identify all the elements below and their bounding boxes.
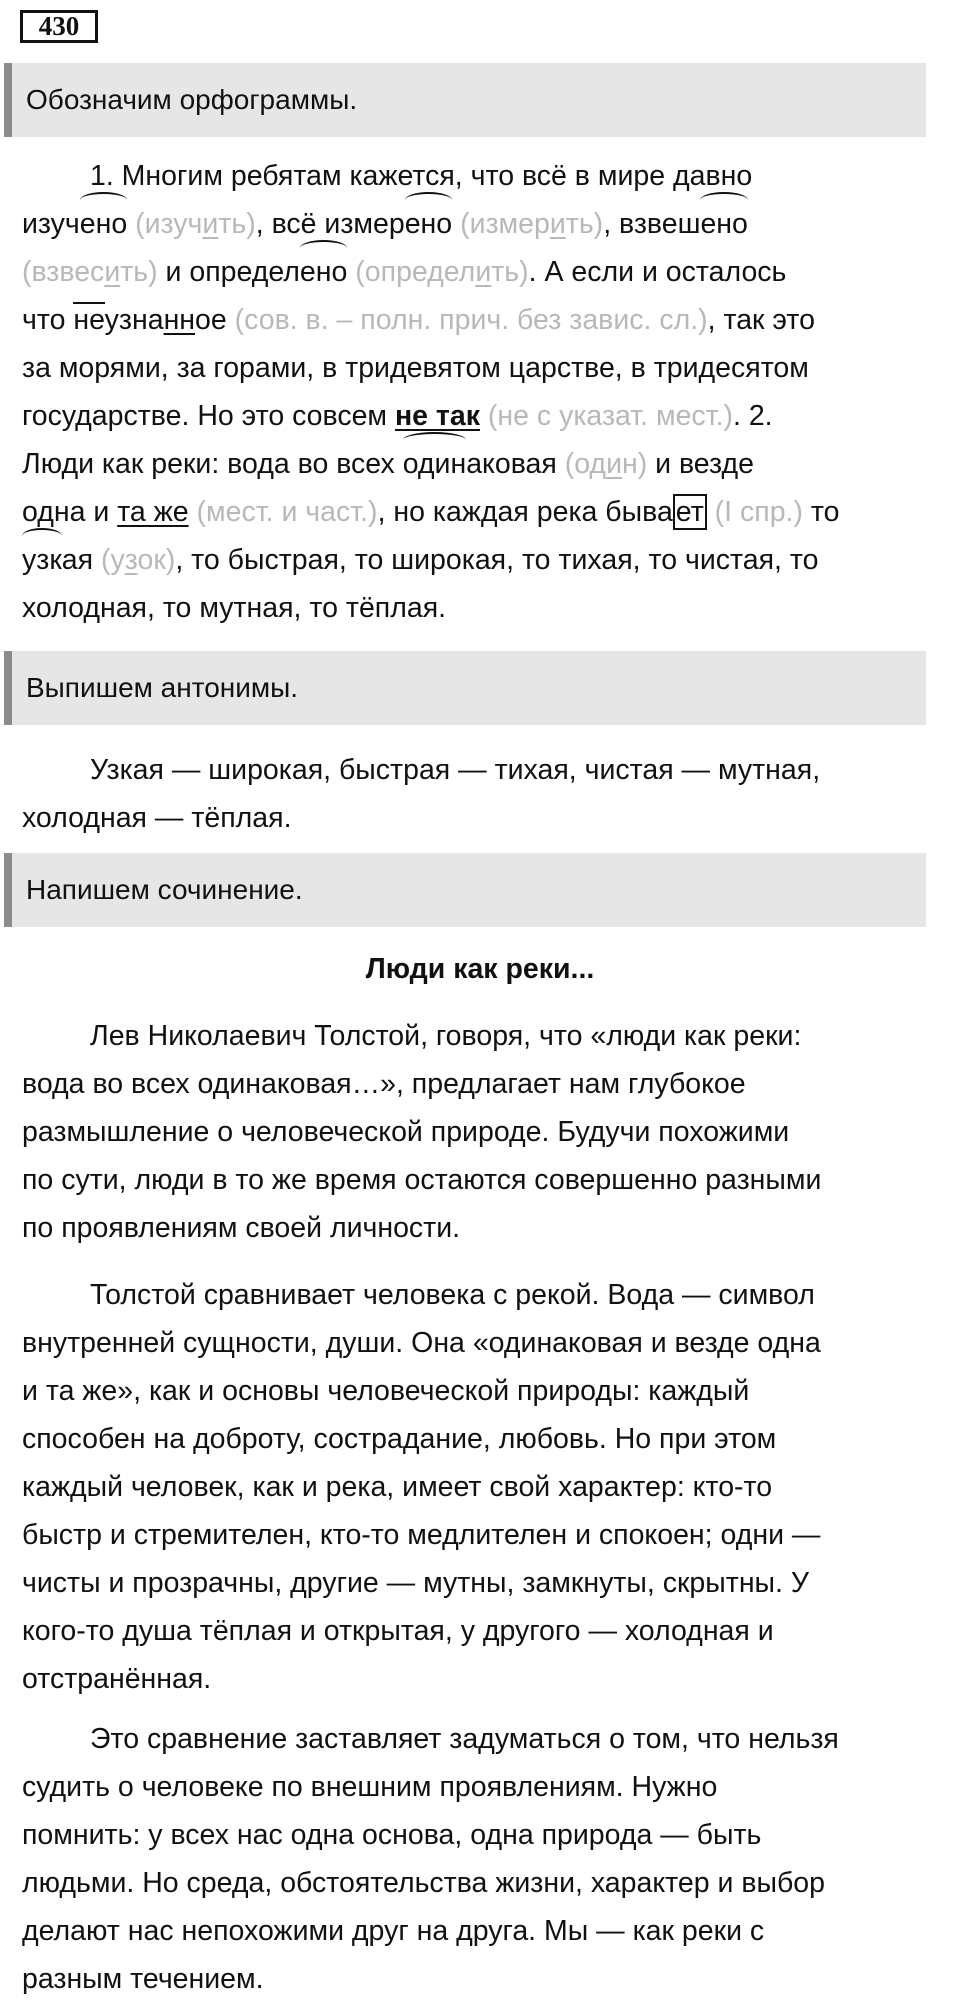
analysis-line [22,440,942,488]
hint-text: (I спр.) [706,496,803,528]
analysis-line: за морями, за горами, в тридевятом царстве, в тридесятом [22,352,809,384]
analysis-line [22,248,942,296]
essay-line: Толстой сравнивает человека с рекой. Вода — символ [90,1279,815,1311]
text-fragment: ая [61,544,94,576]
section-header-essay: Напишем сочинение. [4,853,926,927]
hint-text: (од [556,448,607,480]
hint-text: ок) [137,544,176,576]
text-fragment: . 2. [732,400,773,432]
essay-line: отстранённая. [22,1663,212,1695]
analysis-line: 1. Многим ребятам кажется, что всё в мире давно [90,160,753,192]
suffix-mark: ено [80,200,127,248]
essay-line: по сути, люди в то же время остаются совершенно разными [22,1164,822,1196]
text-fragment: аковая [466,448,557,480]
text-fragment: , но каждая река быва [377,496,673,528]
essay-line: Лев Николаевич Толстой, говоря, что «люди как реки: [90,1020,802,1052]
essay-line: людьми. Но среда, обстоятельства жизни, характер и выбор [22,1867,825,1899]
ending-mark: ет [673,494,707,530]
analysis-line [22,392,942,440]
hint-text: (у [93,544,125,576]
text-fragment: Люди как реки: вода во всех [22,448,403,480]
hint-text: (взвес [22,256,105,288]
hint-text: и [104,256,121,288]
essay-line: каждый человек, как и река, имеет свой характер: кто-то [22,1471,773,1503]
hint-text: ть) [491,256,529,288]
suffix-mark: ено [300,248,347,296]
hint-text: з [124,544,138,576]
text-fragment: то [802,496,840,528]
text-fragment: государстве. Но это совсем [22,400,395,432]
text-fragment: , так это [707,304,815,336]
text-fragment: . А если и осталось [528,256,787,288]
root-mark: один [403,440,467,488]
text-fragment: изуч [22,208,80,240]
ne-particle-mark: не так [394,400,480,432]
essay-paragraph-2 [22,1271,942,1703]
hint-text: (изуч [127,208,203,240]
essay-line: судить о человеке по внешним проявлениям. Нужно [22,1771,718,1803]
essay-line: кого-то душа тёплая и открытая, у другого — холодная и [22,1615,774,1647]
essay-line: вода во всех одинаковая…», предлагает нам глубокое [22,1068,746,1100]
text-fragment: ое [195,304,227,336]
essay-line: делают нас непохожими друг на друга. Мы — как реки с [22,1915,765,1947]
hint-text: ть) [565,208,604,240]
ta-zhe-mark: та же [117,496,189,528]
antonyms-line: Узкая — широкая, быстрая — тихая, чистая — мутная, [90,754,821,786]
hint-text: и [202,208,219,240]
analysis-line [22,536,942,584]
suffix-mark: ено [405,200,452,248]
analysis-line: холодная, то мутная, то тёплая. [22,592,447,624]
essay-paragraph-3 [22,1715,942,2003]
antonyms-line: холодная — тёплая. [22,802,292,834]
text-fragment: и определ [157,256,300,288]
text-fragment: что [22,304,74,336]
hint-text: (измер [452,208,550,240]
hint-text: (не с указат. мест.) [480,400,733,432]
analysis-text [22,152,942,632]
text-fragment: и везде [647,448,754,480]
essay-line: внутренней сущности, души. Она «одинаковая и везде одна [22,1327,821,1359]
essay-line: чисты и прозрачны, другие — мутны, замкнуты, скрытны. У [22,1567,809,1599]
analysis-line [22,296,942,344]
essay-line: быстр и стремителен, кто-то медлителен и спокоен; одни — [22,1519,821,1551]
essay-line: способен на доброту, сострадание, любовь. Но при этом [22,1423,777,1455]
text-fragment: , то быстрая, то широкая, то тихая, то чистая, то [175,544,819,576]
analysis-line [22,488,942,536]
task-number: 430 [20,10,98,43]
hint-text: и [475,256,492,288]
root-mark: узк [22,536,62,584]
essay-line: и та же», как и основы человеческой природы: каждый [22,1375,750,1407]
hint-text: н) [621,448,648,480]
double-n-mark: нн [163,304,196,336]
antonyms-text [22,746,942,842]
hint-text: (сов. в. – полн. прич. без завис. сл.) [226,304,708,336]
essay-line: размышление о человеческой природе. Будучи похожими [22,1116,790,1148]
text-fragment: узна [104,304,164,336]
hint-text: и [549,208,566,240]
text-fragment: одна и [22,496,118,528]
analysis-line [22,200,942,248]
hint-text: (определ [347,256,476,288]
essay-line: Это сравнение заставляет задуматься о том, что нельзя [90,1723,839,1755]
suffix-mark: ено [700,200,747,248]
prefix-mark: не [73,304,105,336]
essay-paragraph-1 [22,1012,942,1252]
hint-text: и [606,448,622,480]
essay-line: помнить: у всех нас одна основа, одна природа — быть [22,1819,762,1851]
hint-text: (мест. и част.) [188,496,378,528]
essay-title: Люди как реки... [365,953,595,985]
text-fragment: , взвеш [603,208,701,240]
essay-line: по проявлениям своей личности. [22,1212,461,1244]
hint-text: ть) [218,208,256,240]
text-fragment: , всё измер [255,208,405,240]
section-header-orthograms: Обозначим орфограммы. [4,63,926,137]
section-header-antonyms: Выпишем антонимы. [4,651,926,725]
hint-text: ть) [120,256,158,288]
essay-line: разным течением. [22,1963,264,1995]
